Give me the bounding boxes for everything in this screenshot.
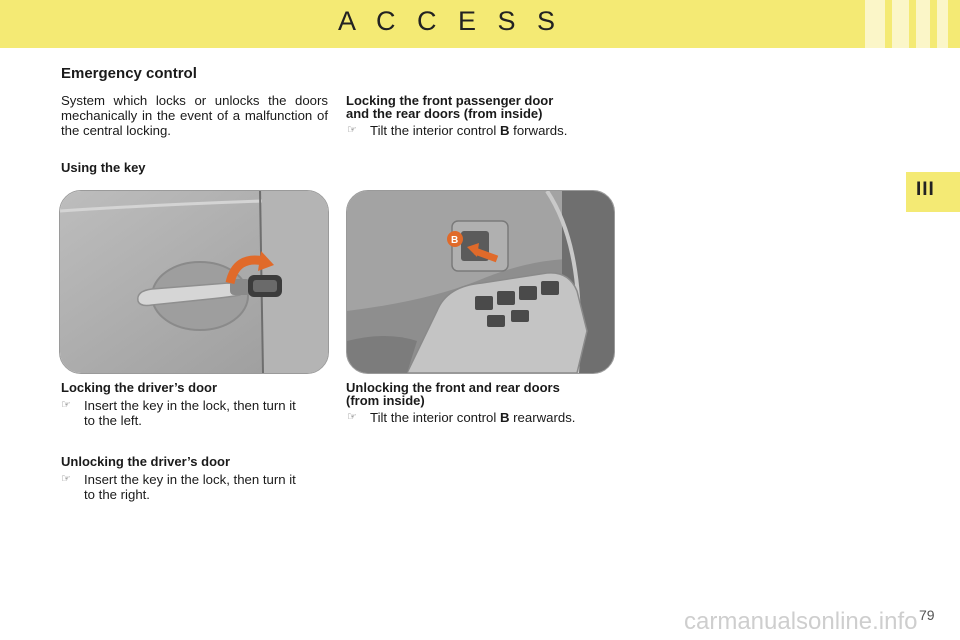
unlocking-doors-bullet xyxy=(347,410,617,426)
bullet-text xyxy=(370,123,567,138)
unlocking-doors-heading xyxy=(346,381,560,407)
page-number: 79 xyxy=(919,607,935,623)
bullet-text xyxy=(370,410,575,425)
unlocking-driver-heading: Unlocking the driver’s door xyxy=(61,454,231,469)
heading-line: Locking the front passenger door xyxy=(346,93,554,108)
key-lock-illustration xyxy=(60,191,328,373)
pointing-hand-icon: ☞ xyxy=(347,124,357,136)
using-key-heading: Using the key xyxy=(61,160,146,175)
watermark: carmanualsonline.info xyxy=(684,608,918,635)
bullet-text xyxy=(84,398,296,428)
header-stripe xyxy=(937,0,948,48)
pointing-hand-icon: ☞ xyxy=(61,473,71,485)
header-stripe xyxy=(892,0,909,48)
section-title: Emergency control xyxy=(61,65,197,82)
chapter-tab xyxy=(906,172,960,212)
heading-line: Unlocking the front and rear doors xyxy=(346,380,560,395)
key-lock-photo xyxy=(59,190,329,374)
text-line: to the left. xyxy=(84,413,142,428)
heading-line: and the rear doors (from inside) xyxy=(346,106,543,121)
pointing-hand-icon: ☞ xyxy=(61,399,71,411)
control-b-label: B xyxy=(451,235,459,246)
text-line: Insert the key in the lock, then turn it xyxy=(84,398,296,413)
heading-line: (from inside) xyxy=(346,393,425,408)
text-line: Insert the key in the lock, then turn it xyxy=(84,472,296,487)
locking-driver-heading: Locking the driver’s door xyxy=(61,380,218,395)
bullet-text xyxy=(84,472,296,502)
text-part: rearwards. xyxy=(509,410,576,425)
locking-passenger-bullet xyxy=(347,123,617,139)
header-stripe xyxy=(865,0,885,48)
header-stripe xyxy=(916,0,930,48)
chapter-tab-label: III xyxy=(916,179,935,200)
header-band xyxy=(0,0,960,48)
control-label: B xyxy=(499,410,510,425)
interior-control-photo xyxy=(346,190,615,374)
text-line: to the right. xyxy=(84,487,150,502)
interior-control-illustration xyxy=(347,191,614,373)
text-part: forwards. xyxy=(509,123,568,138)
intro-text: System which locks or unlocks the doors mechanically in the event of a malfunction of the central locking. xyxy=(61,93,328,138)
locking-driver-bullet xyxy=(61,398,331,430)
control-label: B xyxy=(499,123,510,138)
unlocking-driver-bullet xyxy=(61,472,331,504)
page-title: A C C E S S xyxy=(337,6,563,36)
text-part: Tilt the interior control xyxy=(370,123,500,138)
locking-passenger-heading xyxy=(346,94,553,120)
text-part: Tilt the interior control xyxy=(370,410,500,425)
pointing-hand-icon: ☞ xyxy=(347,411,357,423)
header-stripes xyxy=(865,0,948,48)
